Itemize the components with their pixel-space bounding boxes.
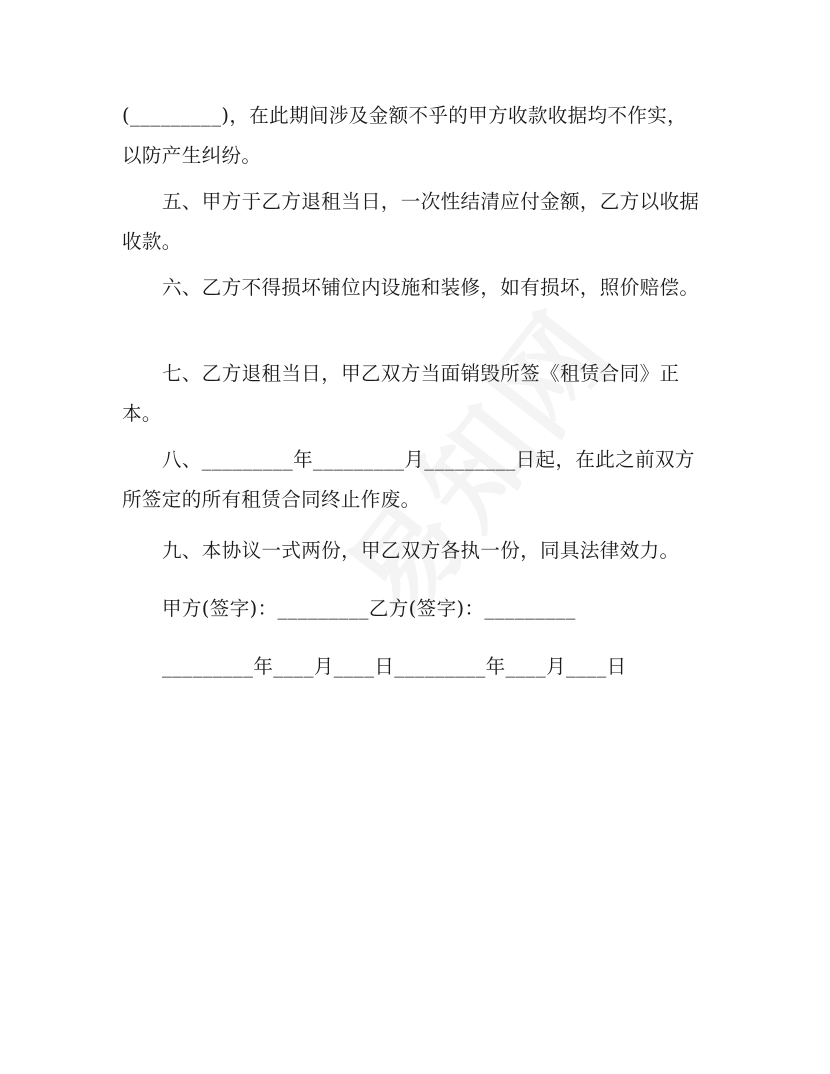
paragraph-clause-5: 五、甲方于乙方退租当日，一次性结清应付金额，乙方以收据收款。 <box>122 190 700 253</box>
signature-line: 甲方(签字)：_________乙方(签字)：_________ <box>162 597 576 620</box>
date-line: _________年____月____日_________年____月____日 <box>162 655 627 678</box>
paragraph-clause-6: 六、乙方不得损坏铺位内设施和装修，如有损坏，照价赔偿。 <box>162 276 700 299</box>
paragraph-clause-7: 七、乙方退租当日，甲乙双方当面销毁所签《租赁合同》正本。 <box>122 362 680 425</box>
paragraph-continuation: (_________)，在此期间涉及金额不乎的甲方收款收据均不作实，以防产生纠纷。 <box>122 104 688 167</box>
paragraph-clause-8: 八、_________年_________月_________日起，在此之前双方所签定的所有租赁合同终止作废。 <box>122 448 695 511</box>
paragraph-clause-9: 九、本协议一式两份，甲乙双方各执一份，同具法律效力。 <box>162 539 680 562</box>
